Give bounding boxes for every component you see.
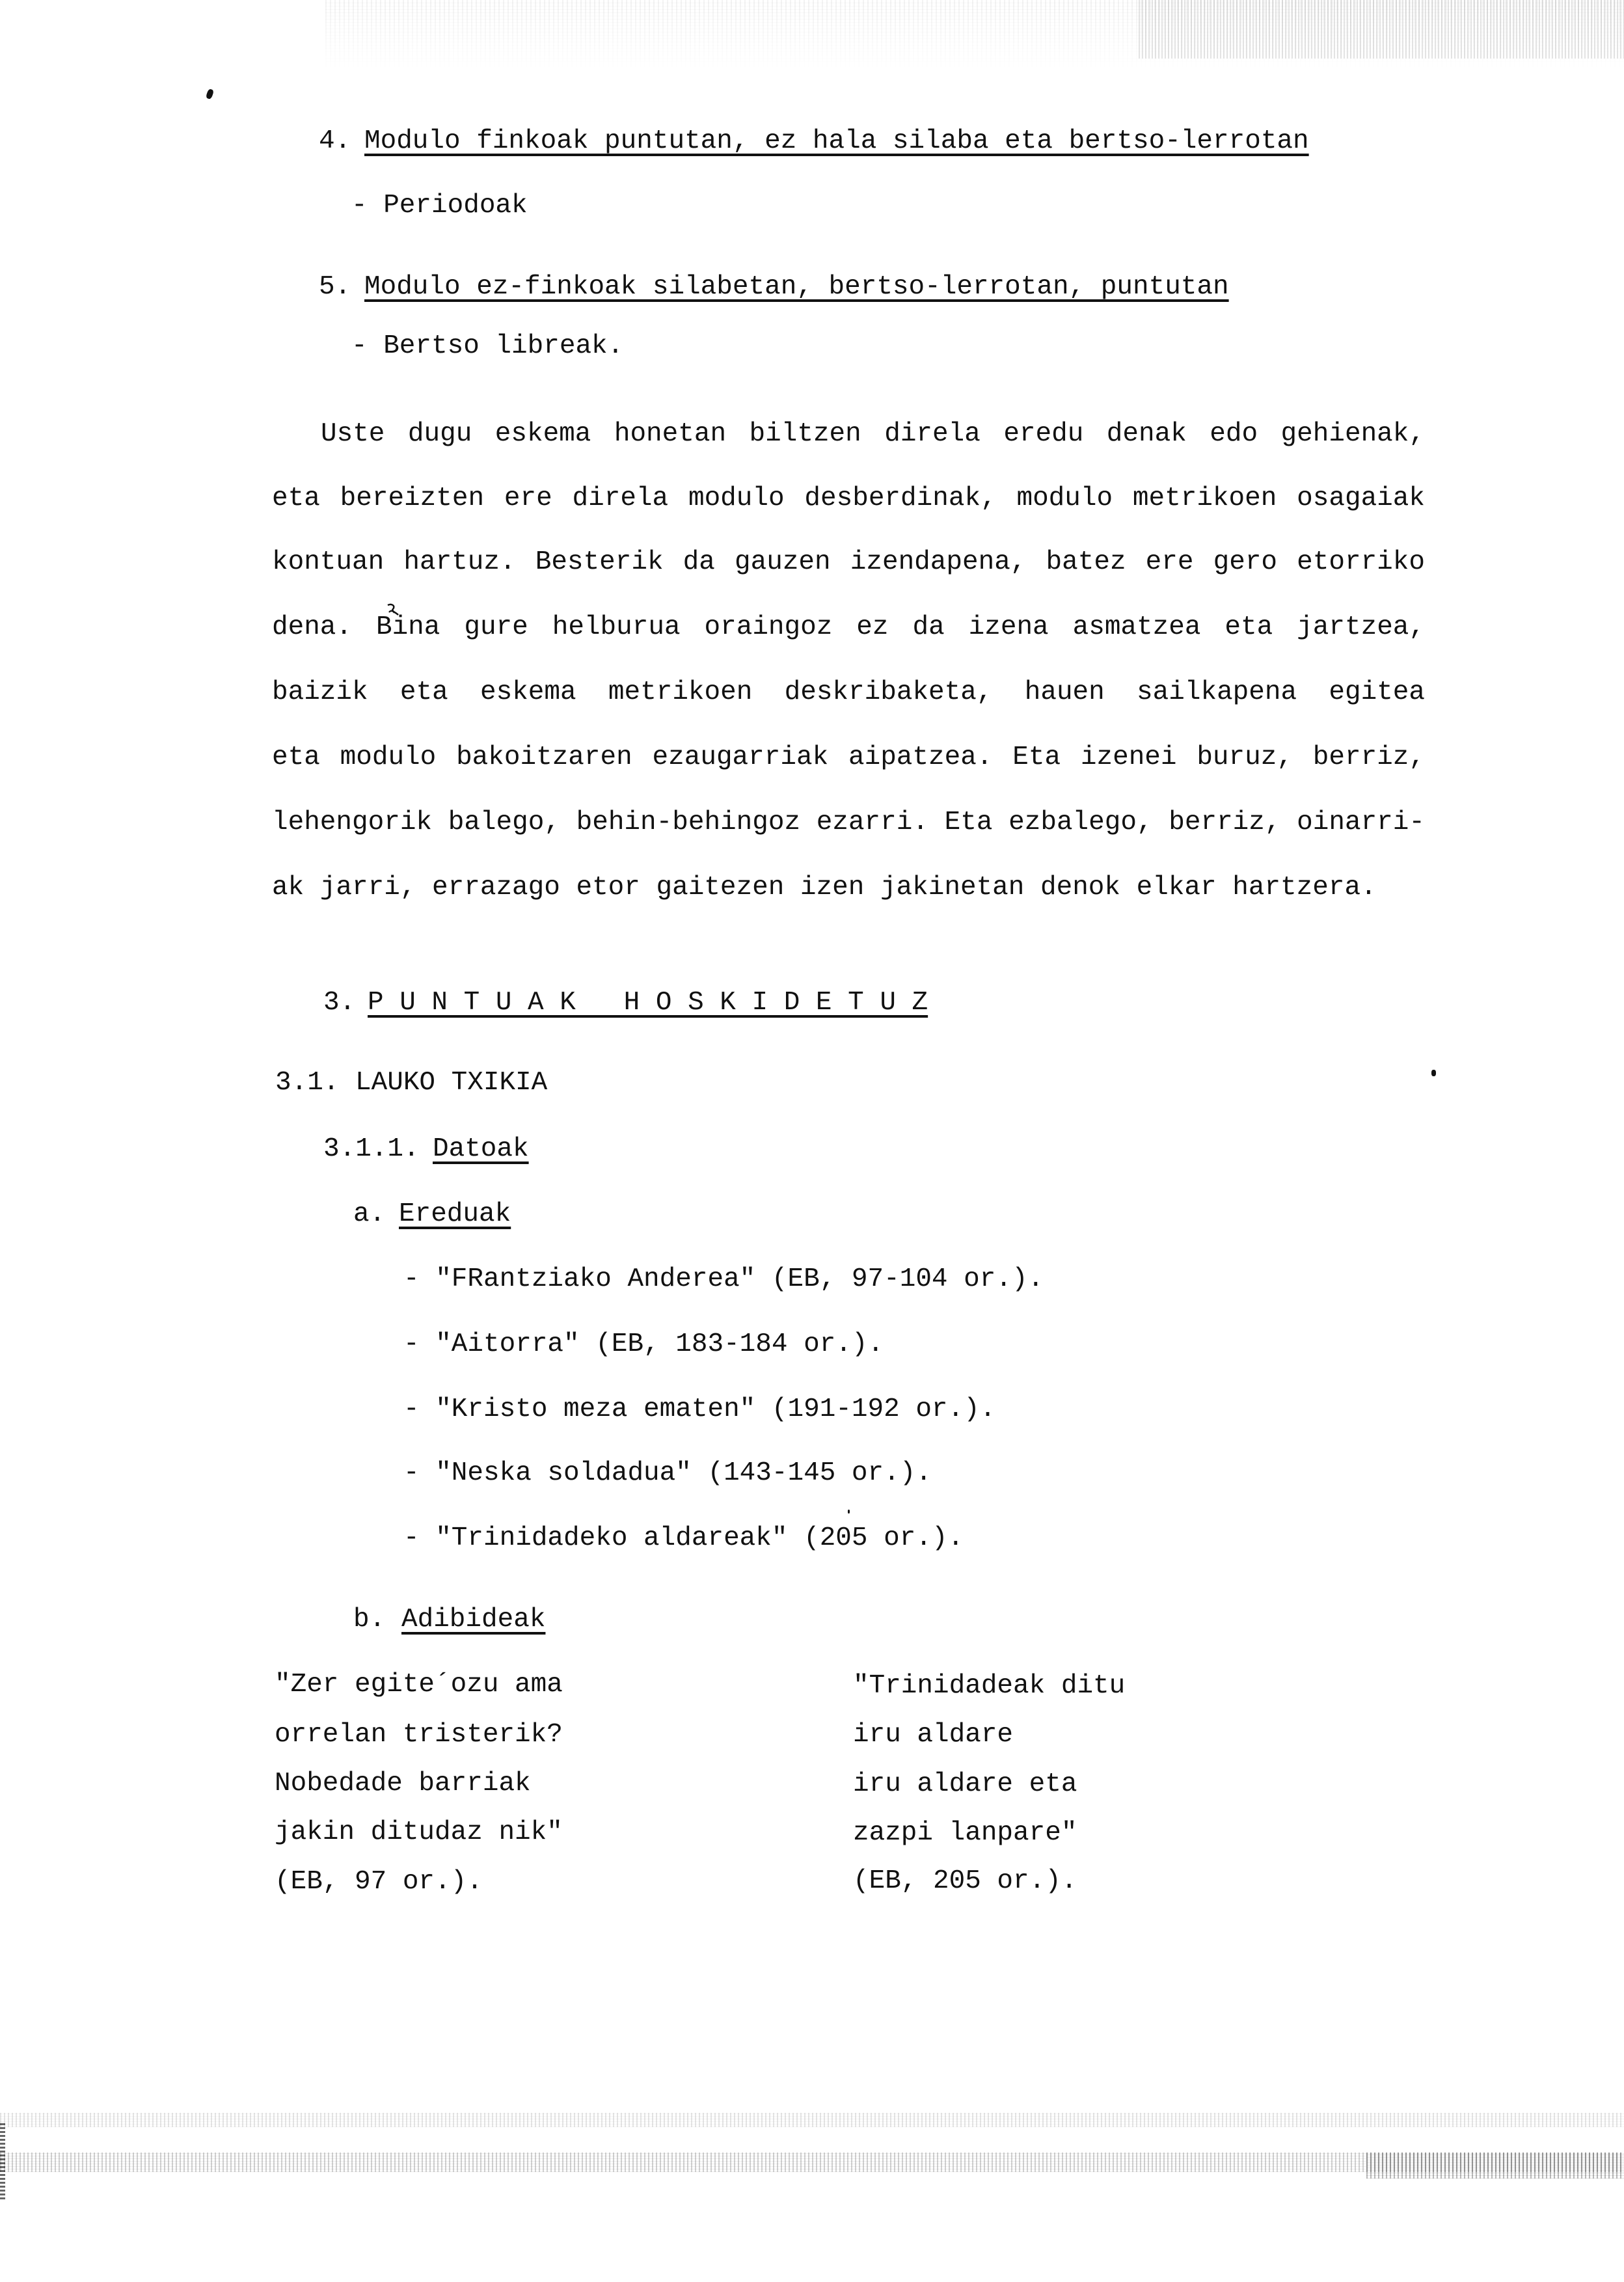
part-title: Ereduak xyxy=(399,1199,511,1229)
scan-noise-band xyxy=(1366,2153,1624,2179)
part-letter: a. xyxy=(353,1199,386,1229)
subsubsection-title: Datoak xyxy=(433,1134,529,1164)
verse-line: iru aldare xyxy=(853,1720,1014,1750)
part-letter: b. xyxy=(353,1605,386,1635)
list-item-title: Modulo finkoak puntutan, ez hala silaba eta bertso-lerrotan xyxy=(364,126,1309,156)
list-item-sub: - Bertso libreak. xyxy=(351,331,624,361)
scan-noise-band xyxy=(0,2113,1624,2127)
verse-line: (EB, 205 or.). xyxy=(853,1866,1077,1896)
list-item-title: Modulo ez-finkoak silabetan, bertso-lerrotan, puntutan xyxy=(364,272,1229,302)
verse-line: (EB, 97 or.). xyxy=(275,1867,483,1897)
verse-line: iru aldare eta xyxy=(853,1769,1077,1799)
section-title: P U N T U A K H O S K I D E T U Z xyxy=(368,988,928,1018)
list-item-sub: - Periodoak xyxy=(351,191,528,221)
verse-line: "Trinidadeak ditu xyxy=(853,1671,1126,1701)
verse-line: orrelan tristerik? xyxy=(275,1720,563,1750)
paragraph-line: eta modulo bakoitzaren ezaugarriak aipatzea. Eta izenei buruz, berriz, xyxy=(272,742,1425,772)
speck xyxy=(848,1510,850,1514)
verse-line: zazpi lanpare" xyxy=(853,1818,1077,1848)
subsection-title: 3.1. LAUKO TXIKIA xyxy=(275,1068,548,1098)
list-item-number: 5. xyxy=(319,272,351,302)
paragraph-line: baizik eta eskema metrikoen deskribaketa, hauen sailkapena egitea xyxy=(272,677,1425,707)
paragraph-line: kontuan hartuz. Besterik da gauzen izendapena, batez ere gero etorriko xyxy=(272,547,1425,577)
scan-noise-top-right xyxy=(1139,0,1624,59)
section-number: 3. xyxy=(323,988,356,1018)
subsubsection-number: 3.1.1. xyxy=(323,1134,420,1164)
paragraph-line: lehengorik balego, behin-behingoz ezarri. Eta ezbalego, berriz, oinarri- xyxy=(272,808,1425,837)
model-item: - "Neska soldadua" (143-145 or.). xyxy=(403,1458,932,1488)
verse-line: jakin ditudaz nik" xyxy=(275,1817,563,1847)
verse-line: Nobedade barriak xyxy=(275,1769,531,1799)
speck xyxy=(1431,1070,1436,1076)
list-item-number: 4. xyxy=(319,126,351,156)
part-title: Adibideak xyxy=(401,1605,546,1635)
scan-noise-edge xyxy=(0,2121,5,2199)
paragraph-line: ak jarri, errazago etor gaitezen izen jakinetan denok elkar hartzera. xyxy=(272,873,1377,903)
paragraph-line: dena. Bina gure helburua oraingoz ez da izena asmatzea eta jartzea, xyxy=(272,612,1425,642)
model-item: - "Kristo meza ematen" (191-192 or.). xyxy=(403,1394,996,1424)
handwritten-mark-icon xyxy=(384,603,403,620)
verse-line: "Zer egite´ozu ama xyxy=(275,1670,563,1700)
paragraph-line: Uste dugu eskema honetan biltzen direla eredu denak edo gehienak, xyxy=(321,419,1425,449)
model-item: - "Aitorra" (EB, 183-184 or.). xyxy=(403,1329,884,1359)
speck xyxy=(206,88,215,100)
model-item: - "FRantziako Anderea" (EB, 97-104 or.). xyxy=(403,1264,1044,1294)
paragraph-line: eta bereizten ere direla modulo desberdinak, modulo metrikoen osagaiak xyxy=(272,483,1425,513)
model-item: - "Trinidadeko aldareak" (205 or.). xyxy=(403,1523,964,1553)
